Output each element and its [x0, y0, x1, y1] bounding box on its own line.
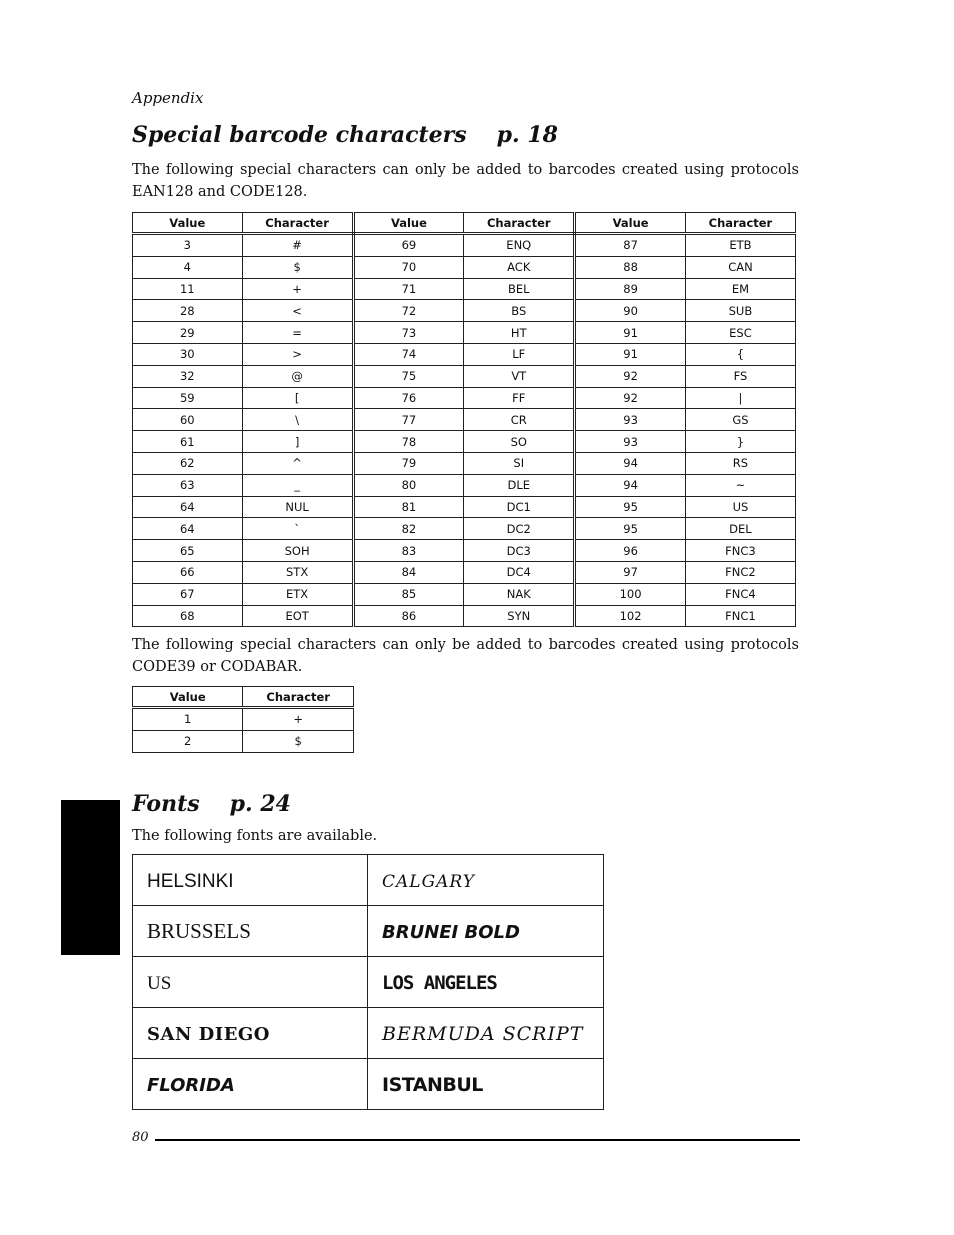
table-cell: ACK — [464, 256, 575, 278]
table-cell: DC2 — [464, 518, 575, 540]
table-cell: 80 — [353, 474, 464, 496]
table-row — [133, 322, 796, 344]
table-cell: FNC4 — [685, 583, 795, 605]
table-cell: ENQ — [464, 234, 575, 257]
font-sample-brunei-bold — [368, 906, 604, 957]
table-cell: DC3 — [464, 540, 575, 562]
table-row — [133, 300, 796, 322]
table-row — [133, 256, 796, 278]
table-cell: 85 — [353, 583, 464, 605]
table-cell: 70 — [353, 256, 464, 278]
font-sample-brussels — [133, 906, 368, 957]
font-sample-text: LOS ANGELES — [382, 972, 497, 994]
font-sample-text: HELSINKI — [147, 870, 234, 892]
table-cell: ETX — [242, 583, 353, 605]
font-sample-bermuda-script — [368, 1008, 604, 1059]
font-sample-text: BRUNEI BOLD — [382, 922, 520, 943]
table-cell: 78 — [353, 431, 464, 453]
table-cell: 94 — [575, 474, 686, 496]
table-cell: VT — [464, 365, 575, 387]
table-cell: BS — [464, 300, 575, 322]
table-cell: FNC3 — [685, 540, 795, 562]
table-cell: ^ — [242, 452, 353, 474]
table-cell: ESC — [685, 322, 795, 344]
table-cell: 64 — [133, 496, 243, 518]
font-sample-san-diego — [133, 1008, 368, 1059]
barcode-section-title — [132, 122, 558, 148]
table-cell: 91 — [575, 343, 686, 365]
font-sample-text: BERMUDA SCRIPT — [382, 1023, 584, 1045]
table-cell: 81 — [353, 496, 464, 518]
code39-table-body — [133, 708, 354, 753]
table-cell: STX — [242, 561, 353, 583]
table-cell: { — [685, 343, 795, 365]
font-sample-helsinki — [133, 855, 368, 906]
running-head: Appendix — [132, 89, 204, 107]
table-cell: SO — [464, 431, 575, 453]
table-row — [133, 561, 796, 583]
page-number: 80 — [132, 1130, 149, 1145]
table-cell: CAN — [685, 256, 795, 278]
table-cell: SUB — [685, 300, 795, 322]
footer-rule — [155, 1139, 800, 1141]
table-row — [133, 387, 796, 409]
table-cell: HT — [464, 322, 575, 344]
ean128-table-body — [133, 234, 796, 627]
table-row — [133, 365, 796, 387]
table-cell: 79 — [353, 452, 464, 474]
table-cell: ~ — [685, 474, 795, 496]
table-cell: 86 — [353, 605, 464, 627]
table-cell: > — [242, 343, 353, 365]
barcode-section-page-ref: p. 18 — [496, 122, 558, 148]
table-cell: 95 — [575, 518, 686, 540]
table-cell: 62 — [133, 452, 243, 474]
font-sample-text: CALGARY — [382, 872, 475, 892]
table-cell: 60 — [133, 409, 243, 431]
table-cell: 59 — [133, 387, 243, 409]
table-cell: 93 — [575, 431, 686, 453]
table-header-cell: Value — [133, 213, 243, 234]
table-row — [133, 278, 796, 300]
table-cell: FS — [685, 365, 795, 387]
table-cell: 63 — [133, 474, 243, 496]
table-row — [133, 496, 796, 518]
table-cell: 11 — [133, 278, 243, 300]
table-cell: 3 — [133, 234, 243, 257]
table-cell: DC1 — [464, 496, 575, 518]
barcode-section-title-text: Special barcode characters — [132, 122, 467, 148]
font-sample-us — [133, 957, 368, 1008]
table-cell: 92 — [575, 365, 686, 387]
table-cell: CR — [464, 409, 575, 431]
table-row — [133, 605, 796, 627]
table-cell: = — [242, 322, 353, 344]
table-cell: EM — [685, 278, 795, 300]
table-cell: [ — [242, 387, 353, 409]
table-cell: + — [242, 278, 353, 300]
table-cell: 73 — [353, 322, 464, 344]
table-cell: SOH — [242, 540, 353, 562]
table-cell: 95 — [575, 496, 686, 518]
font-sample-florida — [133, 1059, 368, 1110]
table-cell: 28 — [133, 300, 243, 322]
table-cell: ` — [242, 518, 353, 540]
font-sample-text: SAN DIEGO — [147, 1024, 270, 1045]
table-row — [133, 540, 796, 562]
table-cell: NUL — [242, 496, 353, 518]
table-row — [133, 855, 604, 906]
table-header-row — [133, 687, 354, 708]
table-cell: 4 — [133, 256, 243, 278]
table-cell: DLE — [464, 474, 575, 496]
table-cell: 66 — [133, 561, 243, 583]
table-cell: + — [243, 708, 354, 731]
table-cell: 89 — [575, 278, 686, 300]
table-cell: SI — [464, 452, 575, 474]
table-cell: 77 — [353, 409, 464, 431]
table-cell: US — [685, 496, 795, 518]
table-cell: | — [685, 387, 795, 409]
table-cell: FNC2 — [685, 561, 795, 583]
table-row — [133, 730, 354, 752]
table-cell: NAK — [464, 583, 575, 605]
table-header-cell: Character — [243, 687, 354, 708]
table-cell: 29 — [133, 322, 243, 344]
table-cell: 72 — [353, 300, 464, 322]
table-cell: 76 — [353, 387, 464, 409]
table-cell: BEL — [464, 278, 575, 300]
table-cell: 82 — [353, 518, 464, 540]
table-cell: GS — [685, 409, 795, 431]
table-cell: 2 — [133, 730, 243, 752]
table-header-cell: Character — [242, 213, 353, 234]
table-row — [133, 1059, 604, 1110]
table-cell: 64 — [133, 518, 243, 540]
table-cell: 69 — [353, 234, 464, 257]
table-row — [133, 409, 796, 431]
table-cell: _ — [242, 474, 353, 496]
table-cell: FF — [464, 387, 575, 409]
font-sample-text: BRUSSELS — [147, 918, 251, 943]
table-cell: 97 — [575, 561, 686, 583]
table-row — [133, 708, 354, 731]
table-cell: 92 — [575, 387, 686, 409]
table-cell: LF — [464, 343, 575, 365]
table-cell: 65 — [133, 540, 243, 562]
table-row — [133, 343, 796, 365]
table-cell: 94 — [575, 452, 686, 474]
table-cell: 100 — [575, 583, 686, 605]
table-cell: 1 — [133, 708, 243, 731]
barcode-intro-code39: The following special characters can only be added to barcodes created using protocols CODE39 or CODABAR. — [132, 637, 799, 675]
table-cell: 68 — [133, 605, 243, 627]
table-row — [133, 234, 796, 257]
ean128-special-characters-table — [132, 212, 796, 627]
table-cell: FNC1 — [685, 605, 795, 627]
table-cell: 32 — [133, 365, 243, 387]
table-cell: 87 — [575, 234, 686, 257]
table-cell: $ — [243, 730, 354, 752]
table-cell: 71 — [353, 278, 464, 300]
fonts-intro: The following fonts are available. — [132, 828, 378, 844]
table-cell: 30 — [133, 343, 243, 365]
table-row — [133, 906, 604, 957]
table-cell: EOT — [242, 605, 353, 627]
table-cell: 84 — [353, 561, 464, 583]
table-header-cell: Value — [575, 213, 686, 234]
table-row — [133, 957, 604, 1008]
table-cell: 102 — [575, 605, 686, 627]
table-cell: DEL — [685, 518, 795, 540]
table-cell: ETB — [685, 234, 795, 257]
table-cell: 75 — [353, 365, 464, 387]
table-row — [133, 431, 796, 453]
font-sample-los-angeles — [368, 957, 604, 1008]
table-cell: 91 — [575, 322, 686, 344]
table-row — [133, 452, 796, 474]
table-cell: $ — [242, 256, 353, 278]
table-cell: RS — [685, 452, 795, 474]
table-cell: ] — [242, 431, 353, 453]
table-row — [133, 474, 796, 496]
table-cell: @ — [242, 365, 353, 387]
table-cell: # — [242, 234, 353, 257]
font-sample-istanbul — [368, 1059, 604, 1110]
table-cell: } — [685, 431, 795, 453]
table-cell: 67 — [133, 583, 243, 605]
table-header-cell: Character — [464, 213, 575, 234]
table-header-cell: Value — [133, 687, 243, 708]
fonts-section-page-ref: p. 24 — [229, 791, 291, 817]
fonts-table — [132, 854, 604, 1110]
section-side-tab — [61, 800, 120, 955]
font-sample-text: ISTANBUL — [382, 1074, 483, 1096]
table-cell: 83 — [353, 540, 464, 562]
table-cell: 88 — [575, 256, 686, 278]
table-cell: < — [242, 300, 353, 322]
table-cell: \ — [242, 409, 353, 431]
table-cell: DC4 — [464, 561, 575, 583]
table-cell: 61 — [133, 431, 243, 453]
table-row — [133, 518, 796, 540]
fonts-section-title-text: Fonts — [132, 791, 200, 817]
table-cell: 90 — [575, 300, 686, 322]
code39-special-characters-table — [132, 686, 354, 753]
font-sample-text: FLORIDA — [147, 1075, 235, 1096]
barcode-intro-ean128: The following special characters can only be added to barcodes created using protocols EAN128 and CODE128. — [132, 162, 799, 200]
table-row — [133, 583, 796, 605]
table-cell: 74 — [353, 343, 464, 365]
table-header-cell: Character — [685, 213, 795, 234]
table-cell: 96 — [575, 540, 686, 562]
font-sample-text: US — [147, 972, 172, 994]
table-header-cell: Value — [353, 213, 464, 234]
table-cell: SYN — [464, 605, 575, 627]
table-row — [133, 1008, 604, 1059]
table-cell: 93 — [575, 409, 686, 431]
fonts-section-title — [132, 791, 291, 817]
table-header-row — [133, 213, 796, 234]
font-sample-calgary — [368, 855, 604, 906]
